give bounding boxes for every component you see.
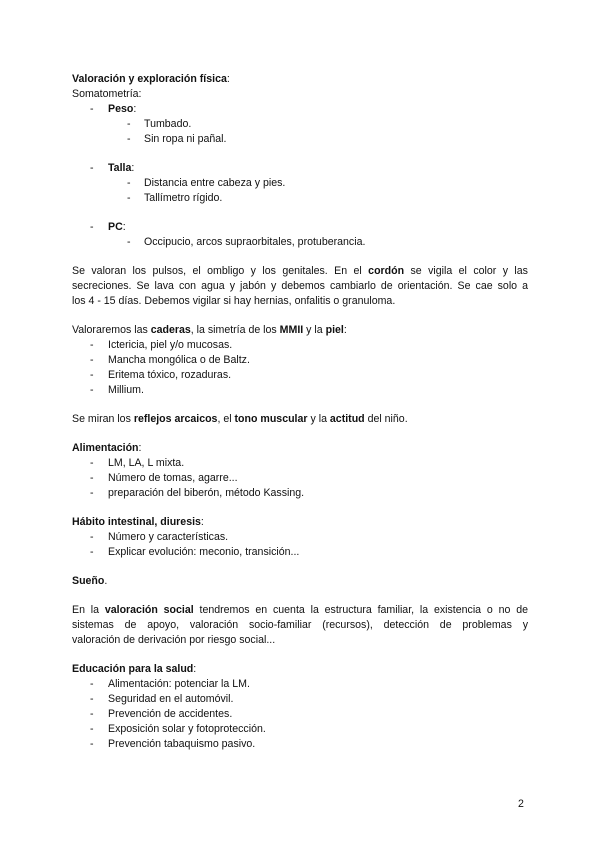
list-item: Distancia entre cabeza y pies.: [144, 177, 286, 189]
bullet-dash: -: [90, 221, 94, 233]
paragraph-line: valoración de derivación por riesgo social...: [72, 634, 276, 646]
bullet-dash: -: [90, 708, 94, 720]
bullet-dash: -: [90, 472, 94, 484]
bullet-dash: -: [90, 162, 94, 174]
bullet-dash: -: [127, 177, 131, 189]
bullet-dash: -: [90, 693, 94, 705]
bullet-dash: -: [127, 133, 131, 145]
paragraph-line: los 4 - 15 días. Debemos vigilar si hay hernias, onfalitis o granuloma.: [72, 295, 396, 307]
bullet-dash: -: [127, 192, 131, 204]
bullet-dash: -: [127, 236, 131, 248]
bullet-dash: -: [90, 531, 94, 543]
bullet-dash: -: [90, 723, 94, 735]
bullet-dash: -: [127, 118, 131, 130]
bullet-dash: -: [90, 457, 94, 469]
list-item: Alimentación: potenciar la LM.: [108, 678, 250, 690]
peso-item: Peso:: [108, 103, 137, 115]
list-item: Seguridad en el automóvil.: [108, 693, 234, 705]
list-item: Prevención de accidentes.: [108, 708, 233, 720]
talla-item: Talla:: [108, 162, 135, 174]
page-number: 2: [518, 798, 524, 810]
section-heading: Valoración y exploración física:: [72, 73, 230, 85]
list-item: preparación del biberón, método Kassing.: [108, 487, 305, 499]
paragraph-line: secreciones. Se lava con agua y jabón y debemos cambiarlo de orientación. Se cae solo a: [72, 280, 528, 292]
bullet-dash: -: [90, 384, 94, 396]
bullet-dash: -: [90, 678, 94, 690]
paragraph-line: Se valoran los pulsos, el ombligo y los genitales. En el cordón se vigila el color y las: [72, 265, 528, 277]
list-item: Sin ropa ni pañal.: [144, 133, 227, 145]
list-item: Eritema tóxico, rozaduras.: [108, 369, 232, 381]
pc-item: PC:: [108, 221, 126, 233]
bullet-dash: -: [90, 103, 94, 115]
list-item: Occipucio, arcos supraorbitales, protuberancia.: [144, 236, 366, 248]
list-item: Exposición solar y fotoprotección.: [108, 723, 266, 735]
educacion-heading: Educación para la salud:: [72, 663, 197, 675]
list-item: Tallímetro rígido.: [144, 192, 223, 204]
bullet-dash: -: [90, 354, 94, 366]
list-item: Prevención tabaquismo pasivo.: [108, 738, 256, 750]
list-item: Explicar evolución: meconio, transición...: [108, 546, 300, 558]
sueno-heading: Sueño.: [72, 575, 108, 587]
bullet-dash: -: [90, 339, 94, 351]
list-item: Millium.: [108, 384, 144, 396]
bullet-dash: -: [90, 369, 94, 381]
heading-title: Valoración y exploración física: [72, 73, 227, 85]
reflejos-line: Se miran los reflejos arcaicos, el tono muscular y la actitud del niño.: [72, 413, 408, 425]
list-item: Ictericia, piel y/o mucosas.: [108, 339, 233, 351]
paragraph-line: En la valoración social tendremos en cuenta la estructura familiar, la existencia o no de: [72, 604, 528, 616]
alimentacion-heading: Alimentación:: [72, 442, 142, 454]
bullet-dash: -: [90, 487, 94, 499]
list-item: Mancha mongólica o de Baltz.: [108, 354, 250, 366]
list-item: Número de tomas, agarre...: [108, 472, 238, 484]
somatometria-label: Somatometría:: [72, 88, 142, 100]
list-item: LM, LA, L mixta.: [108, 457, 185, 469]
valoraremos-line: Valoraremos las caderas, la simetría de los MMII y la piel:: [72, 324, 347, 336]
habito-heading: Hábito intestinal, diuresis:: [72, 516, 204, 528]
list-item: Número y características.: [108, 531, 229, 543]
list-item: Tumbado.: [144, 118, 192, 130]
bullet-dash: -: [90, 738, 94, 750]
bullet-dash: -: [90, 546, 94, 558]
paragraph-line: sistemas de apoyo, valoración socio-familiar (recursos), detección de problemas y: [72, 619, 528, 631]
